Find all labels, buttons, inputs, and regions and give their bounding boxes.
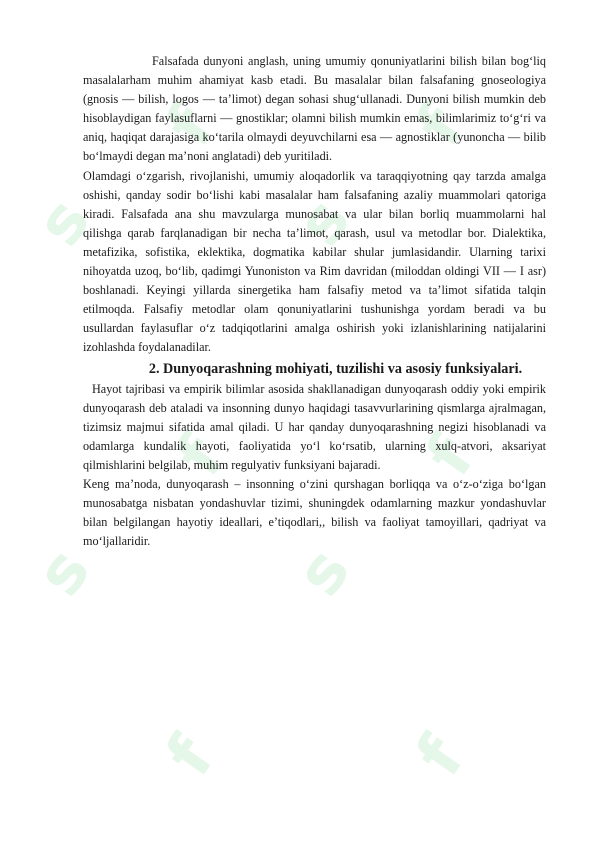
svg-text:s: s: [282, 535, 365, 610]
paragraph-gnoseology: Falsafada dunyoni anglash, uning umumiy qonuniyatlarini bilish bilan bog‘liq masalalarham muhim ahamiyat kasb etadi. Bu masalalar bilan falsafaning gnoseologiya (gnosis — bilish, logos — ta’limot) degan sohasi shug‘ullanadi. Dunyoni bilish mumkin deb hisoblaydigan faylasuflarni — gnostiklar; olamni bilish mumkin emas, bilimlarimiz to‘g‘ri va aniq, haqiqat darajasiga ko‘tarila olmaydi deyuvchilarni esa — agnostiklar (yunoncha — bilib bo‘lmaydi degan ma’noni anglatadi) deb yuritiladi.: [83, 54, 546, 164]
paragraph-empirical-worldview: Hayot tajribasi va empirik bilimlar asosida shakllanadigan dunyoqarash oddiy yoki empirik dunyoqarash deb ataladi va insonning dunyo haqidagi tasavvurlarining qismlarga ajralmagan, tizimsiz majmui sifatida amal qiladi. U har qanday dunyoqarashning negizi hisoblanadi va odamlarga kundalik hayoti, faoliyatida yo‘l ko‘rsatib, ularning xulq-atvori, aksariyat qilmishlarini belgilab, muhim regulyativ funksiyani bajaradi.: [83, 381, 546, 472]
section-heading: 2. Dunyoqarashning mohiyati, tuzilishi va asosiy funksiyalari.: [148, 360, 523, 377]
svg-text:s: s: [22, 185, 105, 260]
document-page: [83, 52, 546, 551]
svg-text:f: f: [162, 423, 240, 490]
svg-text:f: f: [412, 423, 490, 490]
svg-text:s: s: [22, 535, 105, 610]
paragraph-worldview-definition: Keng ma’noda, dunyoqarash – insonning o‘zini qurshagan borliqqa va o‘z-o‘ziga bo‘lgan munosabatga nisbatan yondashuvlar tizimi, shuningdek odamlarning mazkur yondashuvlar bilan belgilangan hayotiy ideallari, e’tiqodlari,, bilish va faoliyat tamoyillari, qadriyat va mo‘ljallaridir.: [83, 476, 546, 549]
svg-text:f: f: [152, 93, 230, 160]
svg-text:s: s: [282, 185, 365, 260]
svg-text:f: f: [402, 93, 480, 160]
svg-text:f: f: [152, 723, 230, 790]
paragraph-methods: Olamdagi o‘zgarish, rivojlanishi, umumiy aloqadorlik va taraqqiyotning qay tarzda amalga oshishi, qanday sodir bo‘lishi kabi masalalar ham falsafaning azaliy muammolari qatoriga kiradi. Falsafada ana shu mavzularga munosabat va ular bilan borliq muammolarni hal qilishga qarab farqlanadigan bir necha ta’limot, qarash, usul va metodlar bor. Dialektika, metafizika, sofistika, eklektika, dogmatika kabilar shular jumlasidandir. Ularning tarixi nihoyatda uzoq, bo‘lib, qadimgi Yunoniston va Rim davridan (miloddan oldingi VII — I asr) boshlanadi. Keyingi yillarda sinergetika ham falsafiy metod va ta’limot sifatida talqin etilmoqda. Falsafiy metodlar olam qonuniyatlarini tushunishga yordam beradi va bu usullardan faylasuflar o‘z tadqiqotlarini amalga oshirish yoki izlanishlarining natijalarini izohlashda foydalanadilar.: [83, 168, 546, 355]
svg-text:f: f: [402, 723, 480, 790]
